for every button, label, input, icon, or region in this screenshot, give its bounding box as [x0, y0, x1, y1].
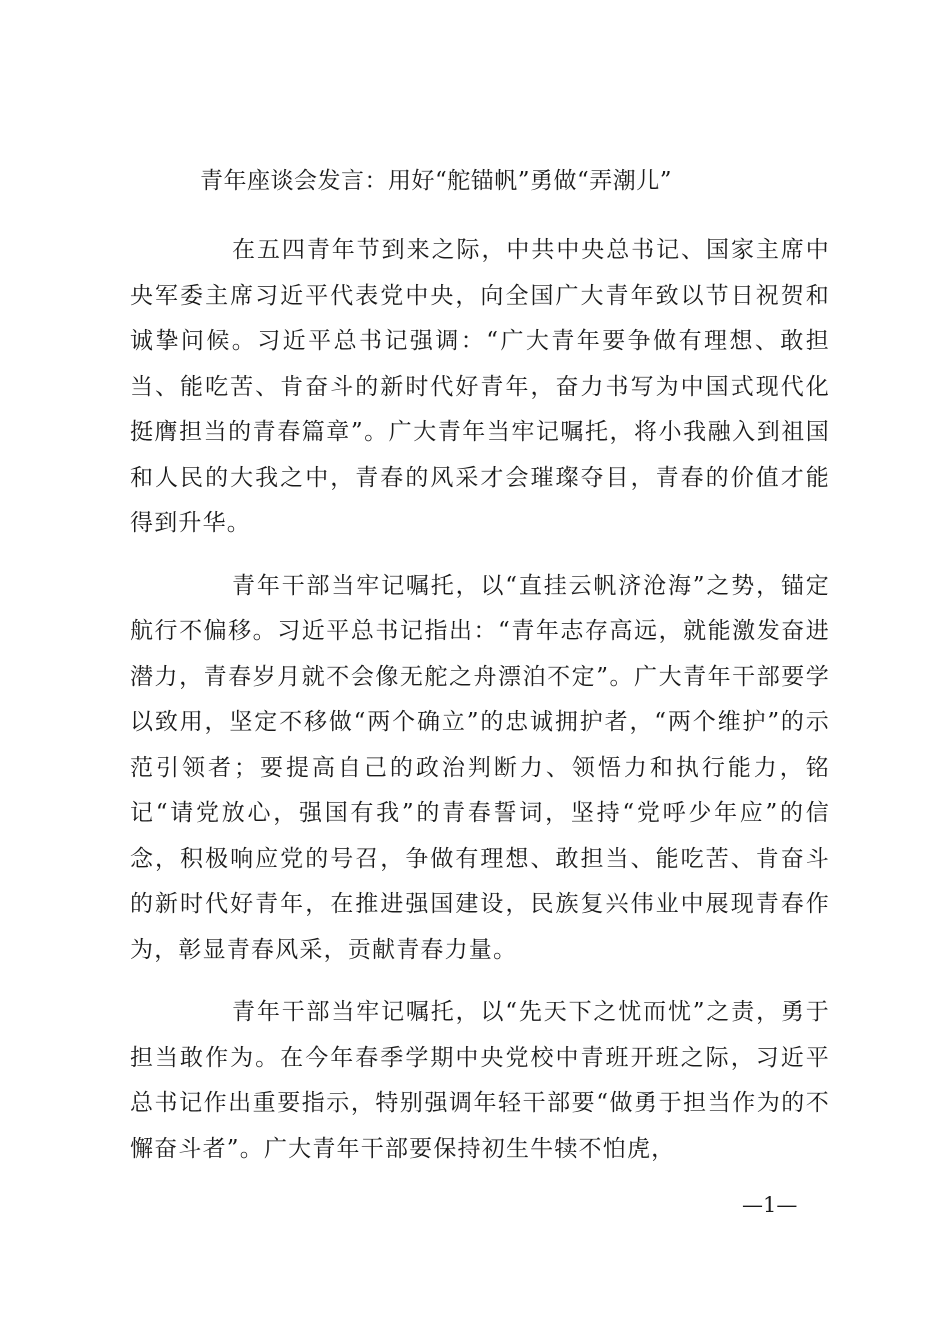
paragraph-1: 在五四青年节到来之际，中共中央总书记、国家主席中央军委主席习近平代表党中央，向全国广大青年致以节日祝贺和诚挚问候。习近平总书记强调：“广大青年要争做有理想、敢担当、能吃苦、肯奋斗的新时代好青年，奋力书写为中国式现代化挺膺担当的青春篇章”。广大青年当牢记嘱托，将小我融入到祖国和人民的大我之中，青春的风采才会璀璨夺目，青春的价值才能得到升华。: [130, 237, 830, 536]
paragraph-2: 青年干部当牢记嘱托，以“直挂云帆济沧海”之势，锚定航行不偏移。习近平总书记指出：“青年志存高远，就能激发奋进潜力，青春岁月就不会像无舵之舟漂泊不定”。广大青年干部要学以致用，坚定不移做“两个确立”的忠诚拥护者，“两个维护”的示范引领者；要提高自己的政治判断力、领悟力和执行能力，铭记“请党放心，强国有我”的青春誓词，坚持“党呼少年应”的信念，积极响应党的号召，争做有理想、敢担当、能吃苦、肯奋斗的新时代好青年，在推进强国建设，民族复兴伟业中展现青春作为，彰显青春风采，贡献青春力量。: [130, 572, 830, 963]
document-body: [130, 228, 830, 1189]
paragraph-3: 青年干部当牢记嘱托，以“先天下之忧而忧”之责，勇于担当敢作为。在今年春季学期中央党校中青班开班之际，习近平总书记作出重要指示，特别强调年轻干部要“做勇于担当作为的不懈奋斗者”。广大青年干部要保持初生牛犊不怕虎，: [130, 999, 830, 1162]
document-title: 青年座谈会发言：用好“舵锚帆”勇做“弄潮儿”: [200, 168, 673, 194]
page-number: —1—: [742, 1193, 798, 1217]
